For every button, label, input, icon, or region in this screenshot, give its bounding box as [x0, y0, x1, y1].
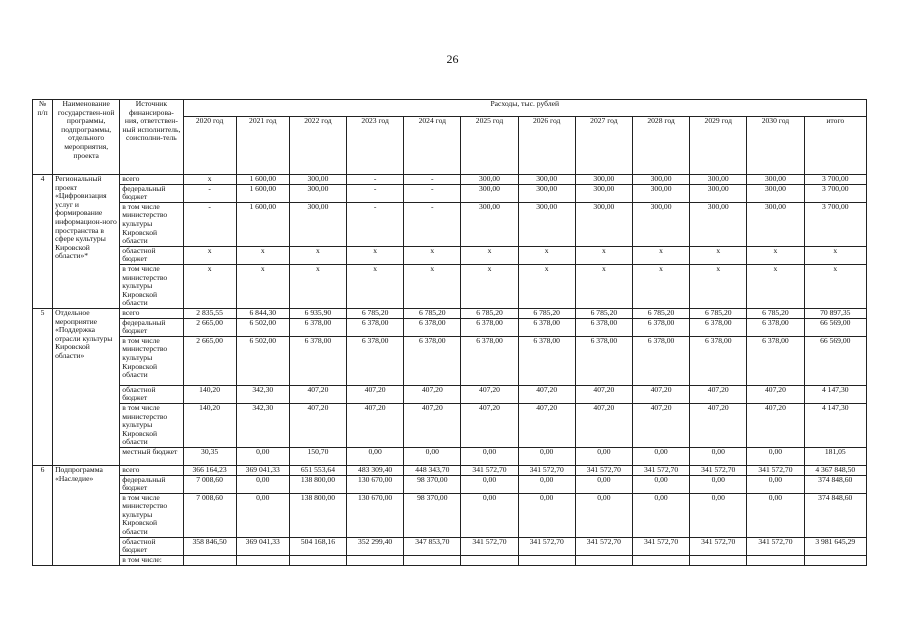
expense-value: 0,00	[690, 475, 747, 493]
expense-value: х	[461, 264, 518, 308]
expense-value: 407,20	[518, 403, 575, 447]
expense-value: 342,30	[236, 385, 289, 403]
expense-value: х	[518, 246, 575, 264]
expense-value: 1 600,00	[236, 184, 289, 202]
expense-value: 342,30	[236, 403, 289, 447]
expense-value	[632, 555, 689, 565]
header-year: 2023 год	[347, 117, 404, 175]
table-row	[33, 308, 867, 318]
expense-value: 483 309,40	[347, 465, 404, 475]
expense-value: 130 670,00	[347, 493, 404, 537]
expense-value: х	[183, 246, 236, 264]
header-expenses: Расходы, тыс. рублей	[183, 100, 867, 117]
expense-value: х	[236, 246, 289, 264]
expense-value: 300,00	[575, 175, 632, 185]
expense-value: 4 147,30	[804, 385, 866, 403]
expense-value: 300,00	[747, 175, 804, 185]
funding-source: в том числе министерство культуры Кировской области	[120, 403, 183, 447]
expense-value: 98 370,00	[404, 493, 461, 537]
expense-value: 6 785,20	[404, 308, 461, 318]
expense-value: 3 700,00	[804, 175, 866, 185]
expense-value: 0,00	[632, 447, 689, 465]
table-row	[33, 336, 867, 385]
expense-value: 4 147,30	[804, 403, 866, 447]
expense-value: х	[404, 246, 461, 264]
expense-value: 3 981 645,29	[804, 537, 866, 555]
expense-value: 407,20	[461, 403, 518, 447]
expense-value: х	[575, 246, 632, 264]
expense-value: 6 378,00	[518, 318, 575, 336]
expense-value: 352 299,40	[347, 537, 404, 555]
expense-value: 6 785,20	[347, 308, 404, 318]
expense-value: 300,00	[289, 175, 346, 185]
expense-value: 2 665,00	[183, 336, 236, 385]
expense-value: -	[347, 175, 404, 185]
expense-value: 6 785,20	[747, 308, 804, 318]
expense-value: 300,00	[747, 184, 804, 202]
expense-value: 6 378,00	[289, 318, 346, 336]
row-number: 5	[33, 308, 53, 465]
expense-value: х	[632, 246, 689, 264]
expense-value: 6 378,00	[575, 318, 632, 336]
expense-value: 138 800,00	[289, 493, 346, 537]
expense-value: 374 848,60	[804, 475, 866, 493]
expense-value: 6 378,00	[404, 336, 461, 385]
expense-value: 6 785,20	[461, 308, 518, 318]
expense-value	[804, 555, 866, 565]
header-source: Источник финансирова-ния, ответствен-ный исполнитель, соисполни-тель	[120, 100, 183, 175]
expense-value: 407,20	[747, 385, 804, 403]
header-year: 2024 год	[404, 117, 461, 175]
table-row	[33, 447, 867, 465]
expense-value: 0,00	[236, 447, 289, 465]
table-row	[33, 537, 867, 555]
table-row	[33, 385, 867, 403]
expense-value: 0,00	[575, 447, 632, 465]
expense-value: 0,00	[236, 475, 289, 493]
expense-value: 341 572,70	[690, 537, 747, 555]
expense-value: 300,00	[747, 202, 804, 246]
table-row	[33, 475, 867, 493]
expense-value: 300,00	[575, 184, 632, 202]
funding-source: всего	[120, 308, 183, 318]
program-name: Отдельное мероприятие «Поддержка отрасли культуры Кировской области»	[53, 308, 120, 465]
expense-value: х	[347, 264, 404, 308]
expense-value: 6 378,00	[747, 318, 804, 336]
table-row	[33, 403, 867, 447]
expense-value: 7 008,60	[183, 493, 236, 537]
expense-value: 3 700,00	[804, 184, 866, 202]
expense-value: 3 700,00	[804, 202, 866, 246]
expense-value: х	[404, 264, 461, 308]
expense-value: 341 572,70	[747, 537, 804, 555]
header-year: 2028 год	[632, 117, 689, 175]
expense-value: 300,00	[461, 175, 518, 185]
expense-value: 300,00	[690, 175, 747, 185]
header-name: Наименование государствен-ной программы, подпрограммы, отдельного мероприятия, проекта	[53, 100, 120, 175]
expense-value: 130 670,00	[347, 475, 404, 493]
expense-value: 7 008,60	[183, 475, 236, 493]
header-year: 2030 год	[747, 117, 804, 175]
expense-value: 30,35	[183, 447, 236, 465]
expense-value: х	[289, 264, 346, 308]
expense-value: 0,00	[690, 493, 747, 537]
table-row	[33, 264, 867, 308]
expense-value: -	[404, 175, 461, 185]
expense-value: х	[461, 246, 518, 264]
expense-value: 1 600,00	[236, 202, 289, 246]
expense-value: 0,00	[575, 493, 632, 537]
expense-value: 6 378,00	[632, 336, 689, 385]
expense-value: -	[347, 202, 404, 246]
expense-value: 70 897,35	[804, 308, 866, 318]
expense-value: 66 569,00	[804, 318, 866, 336]
expense-value: 407,20	[632, 403, 689, 447]
expense-value: 341 572,70	[575, 465, 632, 475]
table-row	[33, 246, 867, 264]
expense-value: 6 378,00	[461, 318, 518, 336]
expense-value: 407,20	[461, 385, 518, 403]
table-row	[33, 184, 867, 202]
expense-value: 300,00	[518, 202, 575, 246]
expense-value: 300,00	[289, 184, 346, 202]
expense-value: 2 665,00	[183, 318, 236, 336]
expense-value: 0,00	[236, 493, 289, 537]
row-number: 6	[33, 465, 53, 565]
expense-value: 6 378,00	[289, 336, 346, 385]
expense-value: 407,20	[404, 403, 461, 447]
expense-value: 0,00	[632, 493, 689, 537]
expense-value: 0,00	[747, 447, 804, 465]
expense-value: 6 378,00	[518, 336, 575, 385]
expense-value: 140,20	[183, 403, 236, 447]
expense-value: 407,20	[747, 403, 804, 447]
expense-value: 0,00	[461, 447, 518, 465]
expense-value	[747, 555, 804, 565]
expense-value: х	[804, 264, 866, 308]
expense-value	[518, 555, 575, 565]
expense-value: 300,00	[632, 175, 689, 185]
header-no: № п/п	[33, 100, 53, 175]
funding-source: всего	[120, 465, 183, 475]
header-year: 2022 год	[289, 117, 346, 175]
expense-value: 341 572,70	[518, 465, 575, 475]
expense-value: -	[183, 202, 236, 246]
expense-value: 0,00	[747, 493, 804, 537]
expense-value	[236, 555, 289, 565]
header-year: 2027 год	[575, 117, 632, 175]
funding-source: федеральный бюджет	[120, 318, 183, 336]
expense-value: 6 378,00	[461, 336, 518, 385]
expense-value: 448 343,70	[404, 465, 461, 475]
expense-value: 6 378,00	[575, 336, 632, 385]
header-year: 2021 год	[236, 117, 289, 175]
expense-value: х	[289, 246, 346, 264]
expense-value: 0,00	[347, 447, 404, 465]
expense-value: 2 835,55	[183, 308, 236, 318]
expense-value: 300,00	[461, 202, 518, 246]
page-number: 26	[446, 52, 459, 66]
expense-value: 6 378,00	[632, 318, 689, 336]
expense-value: 300,00	[289, 202, 346, 246]
expense-value: 300,00	[518, 184, 575, 202]
expense-value: 6 844,30	[236, 308, 289, 318]
expense-value: 0,00	[461, 493, 518, 537]
expense-value: х	[575, 264, 632, 308]
expense-value: 300,00	[690, 202, 747, 246]
expense-value: 407,20	[690, 385, 747, 403]
expense-value: 6 785,20	[690, 308, 747, 318]
expense-value: 358 846,50	[183, 537, 236, 555]
expense-value: х	[347, 246, 404, 264]
expense-value: 6 935,90	[289, 308, 346, 318]
expense-value: 651 553,64	[289, 465, 346, 475]
expense-value: 66 569,00	[804, 336, 866, 385]
expense-value: 300,00	[461, 184, 518, 202]
funding-source: в том числе:	[120, 555, 183, 565]
expense-value: 300,00	[632, 202, 689, 246]
expense-value: 0,00	[404, 447, 461, 465]
table-row	[33, 555, 867, 565]
expense-value	[575, 555, 632, 565]
expense-value: 0,00	[747, 475, 804, 493]
expense-value: 341 572,70	[632, 465, 689, 475]
funding-source: областной бюджет	[120, 537, 183, 555]
expense-value: 407,20	[632, 385, 689, 403]
expense-value: -	[347, 184, 404, 202]
expense-value: 341 572,70	[518, 537, 575, 555]
program-name: Подпрограмма «Наследие»	[53, 465, 120, 565]
expense-value: 1 600,00	[236, 175, 289, 185]
expense-value: х	[183, 175, 236, 185]
expense-value: -	[183, 184, 236, 202]
expense-value: 6 378,00	[347, 318, 404, 336]
program-name: Региональный проект «Цифровизация услуг и формирование информацион-ного пространства в сфере культуры Кировской области»*	[53, 175, 120, 309]
expense-value: 407,20	[575, 385, 632, 403]
expense-value: 366 164,23	[183, 465, 236, 475]
expense-value: х	[518, 264, 575, 308]
expense-value: х	[632, 264, 689, 308]
expense-value: х	[690, 264, 747, 308]
expense-value: 407,20	[690, 403, 747, 447]
expense-value: 407,20	[518, 385, 575, 403]
expense-value: 300,00	[690, 184, 747, 202]
expense-value: 6 785,20	[518, 308, 575, 318]
funding-source: всего	[120, 175, 183, 185]
expense-value	[289, 555, 346, 565]
expense-value: 6 378,00	[347, 336, 404, 385]
expense-value: 181,05	[804, 447, 866, 465]
expense-value: 6 378,00	[404, 318, 461, 336]
expense-value: 0,00	[461, 475, 518, 493]
expense-value: 341 572,70	[747, 465, 804, 475]
expense-value: 341 572,70	[575, 537, 632, 555]
funding-source: областной бюджет	[120, 385, 183, 403]
expense-value	[404, 555, 461, 565]
expense-value: х	[236, 264, 289, 308]
expense-value: 407,20	[347, 385, 404, 403]
funding-source: в том числе министерство культуры Кировской области	[120, 264, 183, 308]
expense-value: 6 502,00	[236, 336, 289, 385]
expense-value: х	[747, 264, 804, 308]
expense-value: 6 378,00	[690, 336, 747, 385]
expense-value	[183, 555, 236, 565]
expense-value: 341 572,70	[632, 537, 689, 555]
expense-value: 504 168,16	[289, 537, 346, 555]
expense-value: 374 848,60	[804, 493, 866, 537]
expense-value: -	[404, 202, 461, 246]
header-year: итого	[804, 117, 866, 175]
expense-value: 369 041,33	[236, 537, 289, 555]
expense-value: 407,20	[289, 385, 346, 403]
table-row	[33, 465, 867, 475]
expense-value: 0,00	[690, 447, 747, 465]
expense-value: 407,20	[289, 403, 346, 447]
header-year: 2026 год	[518, 117, 575, 175]
expense-value: 0,00	[632, 475, 689, 493]
expense-value: 407,20	[347, 403, 404, 447]
expense-value: -	[404, 184, 461, 202]
header-year: 2029 год	[690, 117, 747, 175]
funding-source: областной бюджет	[120, 246, 183, 264]
expense-value: 6 785,20	[632, 308, 689, 318]
expense-value: 6 502,00	[236, 318, 289, 336]
funding-source: в том числе министерство культуры Кировской области	[120, 202, 183, 246]
expense-value: 341 572,70	[690, 465, 747, 475]
expense-value: 300,00	[518, 175, 575, 185]
table-row	[33, 202, 867, 246]
expense-value: 140,20	[183, 385, 236, 403]
expense-value: 98 370,00	[404, 475, 461, 493]
expense-value: 0,00	[518, 475, 575, 493]
header-year: 2020 год	[183, 117, 236, 175]
expense-value: 0,00	[518, 493, 575, 537]
funding-source: в том числе министерство культуры Кировской области	[120, 493, 183, 537]
funding-source: федеральный бюджет	[120, 184, 183, 202]
row-number: 4	[33, 175, 53, 309]
expense-value: х	[183, 264, 236, 308]
expense-value: 300,00	[632, 184, 689, 202]
expense-value: х	[747, 246, 804, 264]
expense-value: 407,20	[404, 385, 461, 403]
expenses-table	[32, 99, 867, 566]
table-row	[33, 318, 867, 336]
expense-value	[690, 555, 747, 565]
table-row	[33, 493, 867, 537]
expense-value: 341 572,70	[461, 465, 518, 475]
funding-source: федеральный бюджет	[120, 475, 183, 493]
expense-value	[347, 555, 404, 565]
expense-value: 0,00	[518, 447, 575, 465]
expense-value: 341 572,70	[461, 537, 518, 555]
expense-value	[461, 555, 518, 565]
expense-value: 6 378,00	[690, 318, 747, 336]
expense-value: 4 367 848,50	[804, 465, 866, 475]
expense-value: х	[804, 246, 866, 264]
expense-value: 0,00	[575, 475, 632, 493]
expense-value: 138 800,00	[289, 475, 346, 493]
expense-value: 6 378,00	[747, 336, 804, 385]
expense-value: 369 041,33	[236, 465, 289, 475]
expense-value: 407,20	[575, 403, 632, 447]
expense-value: х	[690, 246, 747, 264]
expense-value: 347 853,70	[404, 537, 461, 555]
funding-source: местный бюджет	[120, 447, 183, 465]
expense-value: 6 785,20	[575, 308, 632, 318]
table-row	[33, 175, 867, 185]
expense-value: 150,70	[289, 447, 346, 465]
header-year: 2025 год	[461, 117, 518, 175]
expense-value: 300,00	[575, 202, 632, 246]
funding-source: в том числе министерство культуры Кировской области	[120, 336, 183, 385]
